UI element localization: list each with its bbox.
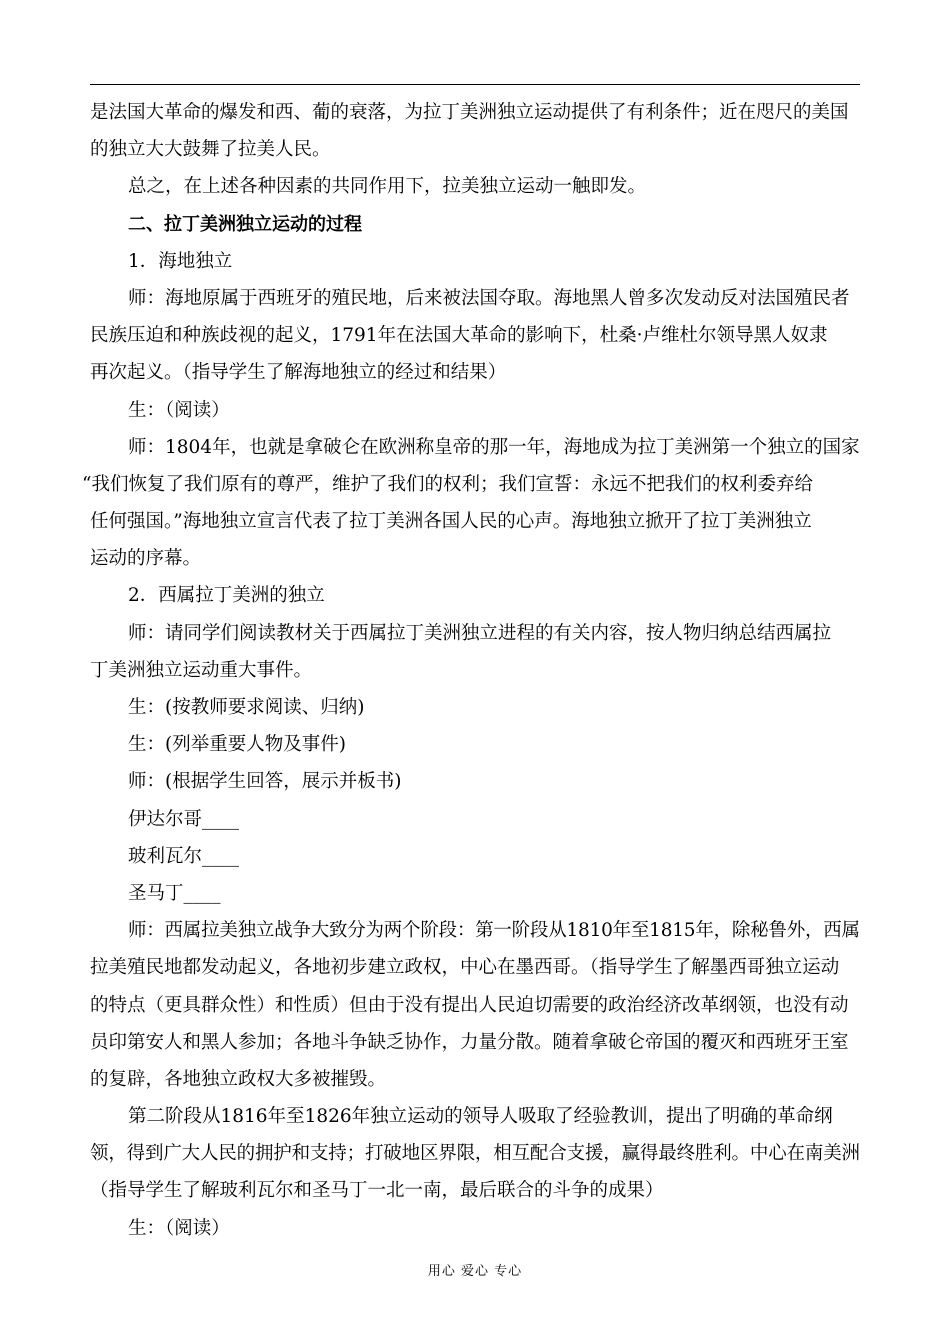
header-rule [90,84,860,85]
text-line: 第二阶段从1816年至1826年独立运动的领导人吸取了经验教训，提出了明确的革命纲 [128,1106,833,1128]
text-line: 生：(按教师要求阅读、归纳) [128,697,365,718]
text-line: 玻利瓦尔____ [128,845,240,867]
text-line: 丁美洲独立运动重大事件。 [90,659,313,681]
text-line: 员印第安人和黑人参加；各地斗争缺乏协作，力量分散。随着拿破仑帝国的覆灭和西班牙王室 [90,1031,849,1053]
text-line: 的特点（更具群众性）和性质）但由于没有提出人民迫切需要的政治经济改革纲领，也没有动 [90,994,849,1016]
text-line: （指导学生了解玻利瓦尔和圣马丁一北一南，最后联合的斗争的成果） [90,1180,664,1202]
text-line: 师：(根据学生回答，展示并板书) [128,771,402,793]
section-heading: 二、拉丁美洲独立运动的过程 [128,213,362,235]
text-line: “我们恢复了我们原有的尊严，维护了我们的权利；我们宣誓：永远不把我们的权利委弃给 [82,473,813,495]
text-line: 领，得到广大人民的拥护和支持；打破地区界限，相互配合支援，赢得最终胜利。中心在南美洲 [90,1143,860,1165]
text-line: 2．西属拉丁美洲的独立 [128,585,325,607]
text-line: 总之，在上述各种因素的共同作用下，拉美独立运动一触即发。 [128,176,647,198]
text-line: 运动的序幕。 [90,548,202,570]
text-line: 圣马丁____ [128,882,221,904]
text-line: 师：1804年，也就是拿破仑在欧洲称皇帝的那一年，海地成为拉丁美洲第一个独立的国家 [128,436,860,458]
text-line: 生：（阅读） [128,399,230,421]
text-line: 任何强国。”海地独立宣言代表了拉丁美洲各国人民的心声。海地独立掀开了拉丁美洲独立 [90,511,812,533]
text-line: 民族压迫和种族歧视的起义，1791年在法国大革命的影响下，杜桑·卢维杜尔领导黑人奴隶 [90,325,828,347]
text-line: 师：西属拉美独立战争大致分为两个阶段：第一阶段从1810年至1815年，除秘鲁外，西属 [128,920,860,942]
text-line: 师：请同学们阅读教材关于西属拉丁美洲独立进程的有关内容，按人物归纳总结西属拉 [128,622,832,644]
document-body [82,94,860,1247]
text-line: 拉美殖民地都发动起义，各地初步建立政权，中心在墨西哥。（指导学生了解墨西哥独立运动 [90,957,840,979]
text-line: 的独立大大鼓舞了拉美人民。 [90,139,331,161]
text-line: 再次起义。（指导学生了解海地独立的经过和结果） [90,362,507,384]
text-line: 是法国大革命的爆发和西、葡的衰落，为拉丁美洲独立运动提供了有利条件；近在咫尺的美国 [90,102,849,123]
text-line: 生：(列举重要人物及事件) [128,734,346,756]
text-line: 伊达尔哥____ [128,808,240,830]
text-line: 1．海地独立 [128,250,233,272]
text-line: 师：海地原属于西班牙的殖民地，后来被法国夺取。海地黑人曾多次发动反对法国殖民者 [128,287,850,309]
text-line: 生：（阅读） [128,1217,230,1239]
text-line: 的复辟，各地独立政权大多被摧毁。 [90,1068,387,1090]
page-footer: 用心 爱心 专心 [427,1264,523,1279]
